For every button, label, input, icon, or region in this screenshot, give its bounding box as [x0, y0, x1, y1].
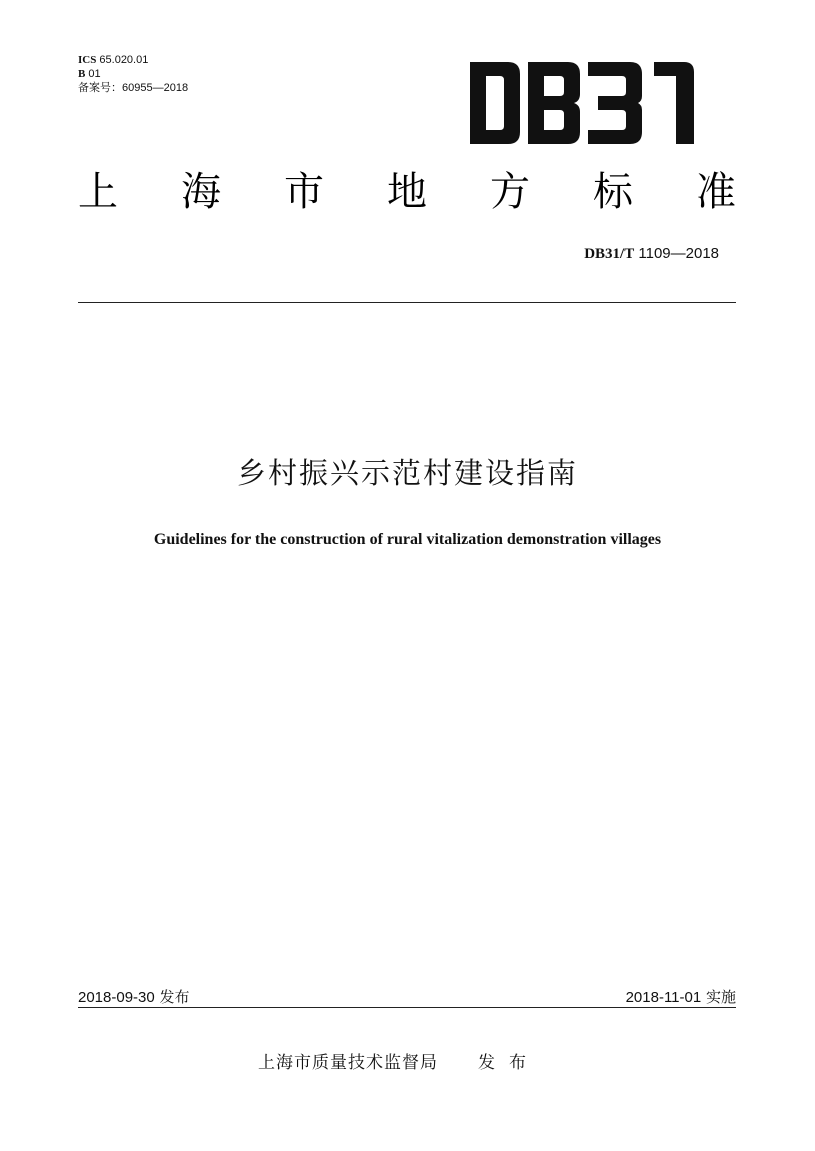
class-letter: B	[78, 68, 86, 80]
implement-date: 2018-11-01	[625, 989, 702, 1006]
ics-row	[78, 53, 188, 67]
db31-logo	[470, 62, 694, 144]
classification-block	[78, 53, 188, 95]
standard-type-char: 方	[490, 169, 530, 215]
issuer-line	[258, 1048, 540, 1073]
record-label: 备案号：	[78, 82, 122, 94]
standard-prefix: DB31/T	[584, 246, 635, 262]
standard-number	[584, 245, 719, 263]
standard-type-char: 准	[696, 169, 736, 215]
document-title-cn: 乡村振兴示范村建设指南	[236, 456, 578, 490]
issuing-organization: 上海市质量技术监督局	[258, 1053, 438, 1073]
standard-code: 1109—2018	[638, 245, 719, 262]
class-code: 01	[88, 68, 101, 80]
issue-action: 发布	[478, 1053, 540, 1073]
standard-type-char: 海	[181, 169, 221, 215]
record-row	[78, 81, 188, 95]
standard-type-char: 标	[593, 169, 633, 215]
publish-label: 发布	[159, 988, 190, 1006]
standard-type-heading	[78, 162, 736, 222]
record-number: 60955—2018	[122, 82, 189, 94]
standard-type-char: 市	[284, 169, 324, 215]
publish-date-line	[78, 986, 190, 1007]
top-divider	[78, 302, 736, 303]
ics-label: ICS	[78, 54, 97, 66]
document-title-en: Guidelines for the construction of rural vitalization demonstration villages	[153, 531, 662, 548]
ics-code: 65.020.01	[99, 54, 149, 66]
bottom-divider	[78, 1007, 736, 1008]
standard-type-char: 地	[387, 169, 427, 215]
implement-label: 实施	[705, 988, 736, 1006]
standard-type-char: 上	[78, 169, 118, 215]
publish-date: 2018-09-30	[78, 989, 155, 1006]
class-row	[78, 67, 188, 81]
implement-date-line	[626, 986, 736, 1007]
